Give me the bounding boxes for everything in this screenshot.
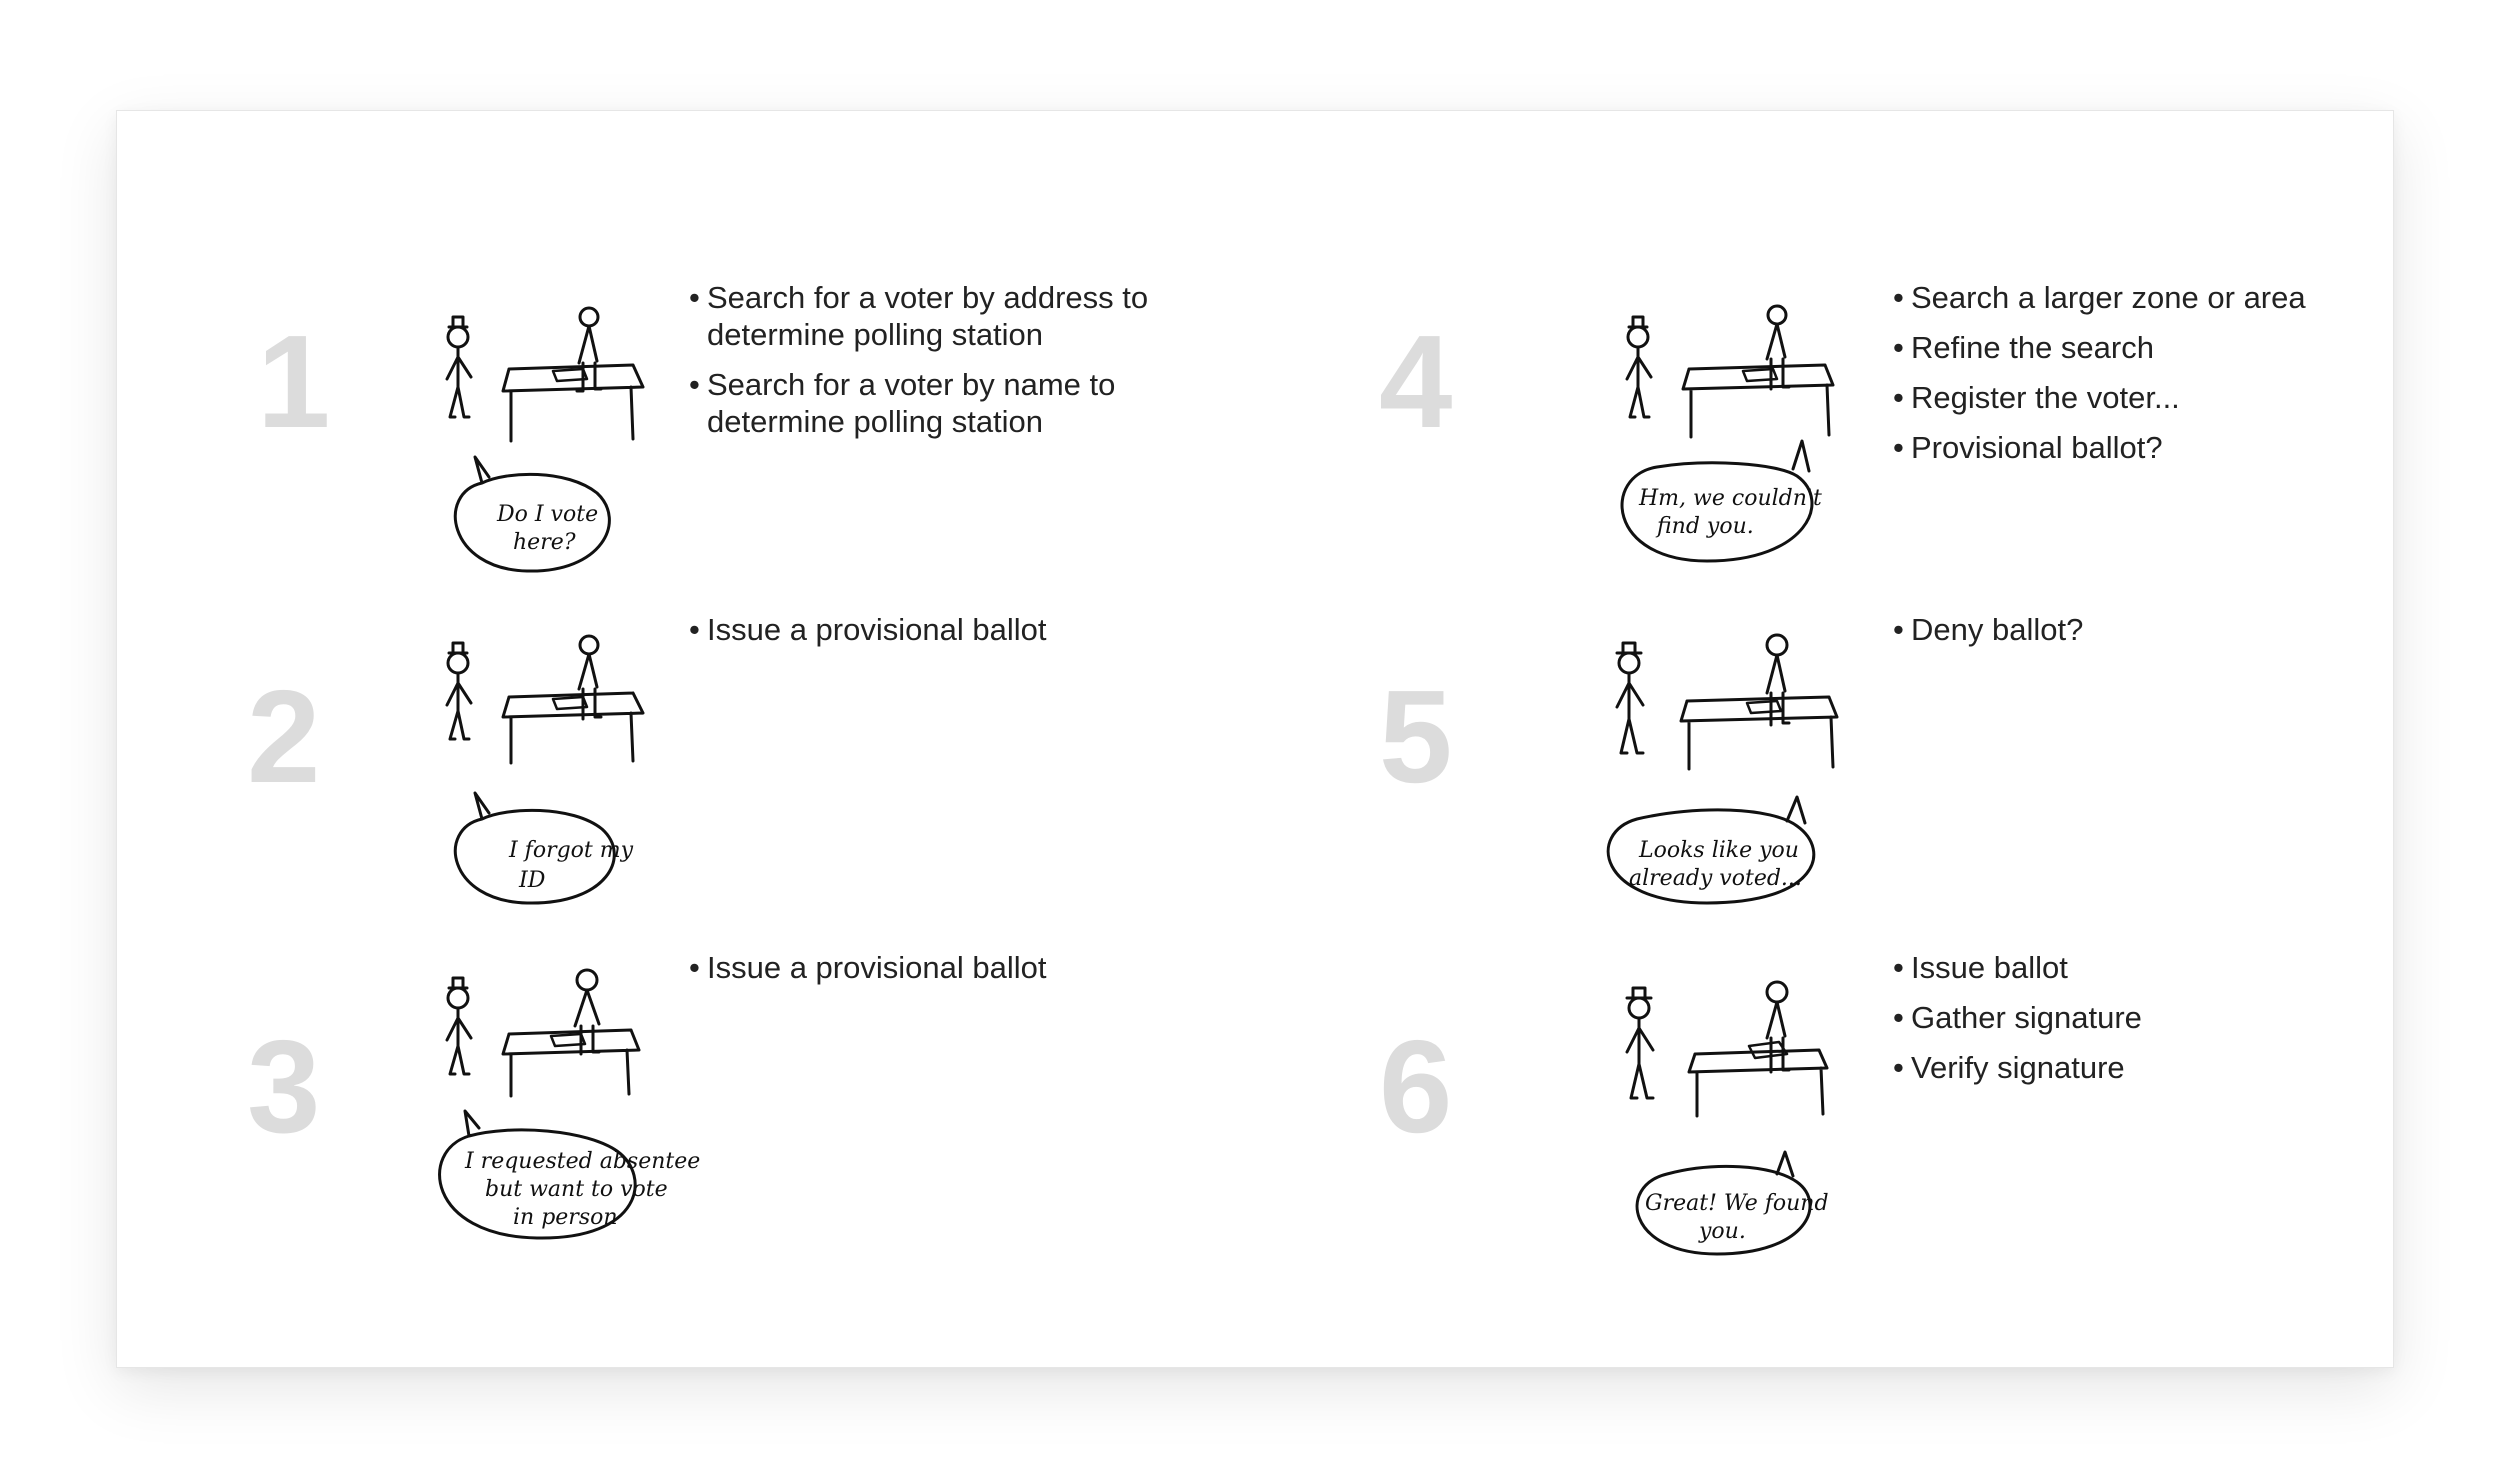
speech-text: you. <box>1699 1219 1746 1244</box>
bullet-item: • Verify signature <box>1893 1049 2373 1086</box>
bullet-list <box>689 949 1159 999</box>
bullet-item: • Issue a provisional ballot <box>689 611 1159 648</box>
storyboard-card <box>116 110 2394 1368</box>
scenario-number: 6 <box>1379 1013 1453 1160</box>
scenario-number: 3 <box>247 1013 321 1160</box>
speech-text: Do I vote <box>497 502 599 527</box>
bullet-item: • Deny ballot? <box>1893 611 2373 648</box>
speech-text: I forgot my <box>509 838 634 863</box>
speech-text: ID <box>519 868 546 893</box>
scenario-number: 5 <box>1379 663 1453 810</box>
bullet-item: • Search a larger zone or area <box>1893 279 2373 316</box>
sketch-voter-requested-absentee <box>417 936 717 1246</box>
bullet-item: • Refine the search <box>1893 329 2373 366</box>
bullet-item: • Issue ballot <box>1893 949 2373 986</box>
bullet-item: • Gather signature <box>1893 999 2373 1036</box>
bullet-item: • Provisional ballot? <box>1893 429 2373 466</box>
sketch-voter-asks-polling-station <box>417 271 717 571</box>
sketch-worker-found-voter <box>1597 946 1897 1246</box>
scenario-number: 4 <box>1379 308 1453 455</box>
speech-text: Hm, we couldn't <box>1639 486 1822 511</box>
bullet-list <box>689 611 1159 661</box>
scenario-number: 1 <box>257 308 331 455</box>
bullet-list <box>1893 611 2373 661</box>
bullet-item: • Issue a provisional ballot <box>689 949 1159 986</box>
bullet-list <box>689 279 1159 453</box>
bullet-list <box>1893 949 2373 1099</box>
bullet-item: • Search for a voter by name to determine polling station <box>689 366 1159 440</box>
speech-text: but want to vote <box>485 1177 668 1202</box>
speech-text: find you. <box>1657 514 1754 539</box>
speech-text: here? <box>513 530 576 555</box>
bullet-item: • Search for a voter by address to determine polling station <box>689 279 1159 353</box>
sketch-voter-already-voted <box>1587 601 1887 901</box>
speech-text: already voted... <box>1629 866 1802 891</box>
speech-text: Looks like you <box>1639 838 1799 863</box>
speech-text: in person <box>513 1205 618 1230</box>
speech-text: Great! We found <box>1645 1191 1829 1216</box>
sketch-voter-forgot-id <box>417 601 717 901</box>
scenario-number: 2 <box>247 663 321 810</box>
bullet-list <box>1893 279 2373 479</box>
sketch-worker-cannot-find-voter <box>1597 271 1897 571</box>
bullet-item: • Register the voter... <box>1893 379 2373 416</box>
speech-text: I requested absentee <box>465 1149 701 1174</box>
